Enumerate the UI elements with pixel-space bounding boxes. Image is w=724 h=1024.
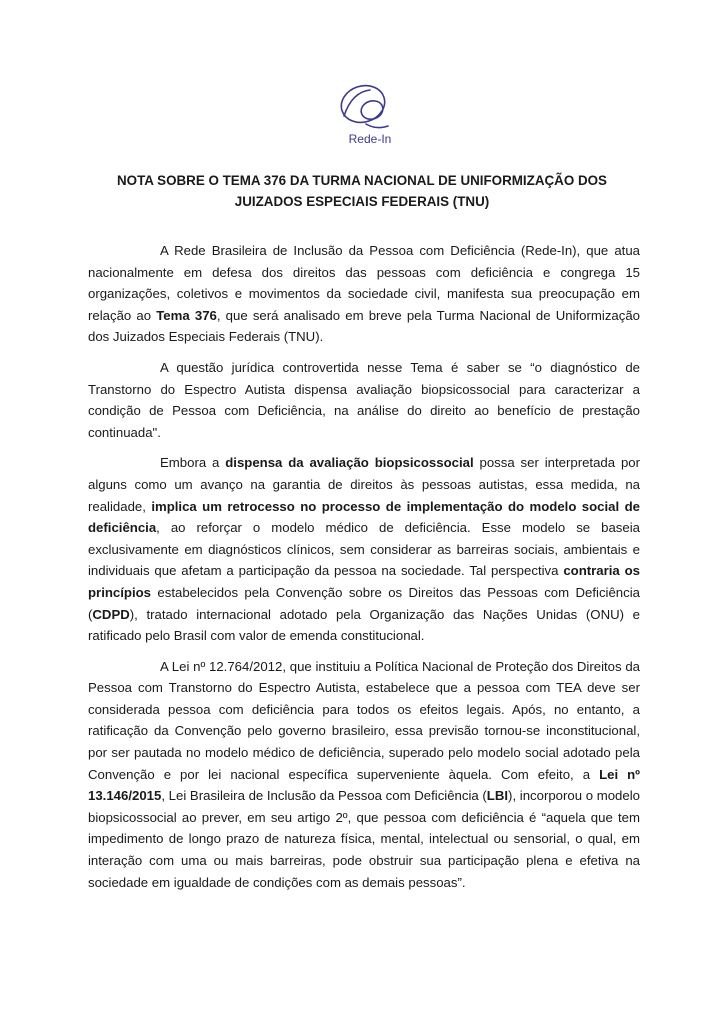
body-paragraph (88, 357, 640, 443)
title-line-2: JUIZADOS ESPECIAIS FEDERAIS (TNU) (234, 194, 490, 209)
document-title (100, 170, 624, 212)
body-paragraph (88, 240, 640, 348)
rede-in-logo-mark (330, 80, 410, 136)
paragraph-text: ), incorporou o modelo biopsicossocial ao prever, em seu artigo 2º, que pessoa com deficiência é “aquela que tem impedimento de longo prazo de natureza física, mental, intelectual ou sensorial, o qual, em interação com uma ou mais barreiras, pode obstruir sua participação plena e efetiva na sociedade em igualdade de condições com as demais pessoas”. (88, 788, 640, 890)
paragraph-text: estabelecidos pela Convenção sobre os Direitos das Pessoas com Deficiência ( (88, 584, 640, 622)
emphasized-text: Lei nº 13.146/2015 (88, 766, 640, 804)
emphasized-text: LBI (486, 788, 509, 804)
rede-in-logo (330, 80, 410, 150)
emphasized-text: implica um retrocesso no processo de implementação do modelo social de deficiência (88, 498, 640, 536)
body-paragraph (88, 452, 640, 646)
title-line-1: NOTA SOBRE O TEMA 376 DA TURMA NACIONAL DE UNIFORMIZAÇÃO DOS (116, 173, 607, 188)
paragraph-text: , que será analisado em breve pela Turma Nacional de Uniformização dos Juizados Especiais Federais (TNU). (88, 307, 641, 345)
paragraph-text: A Rede Brasileira de Inclusão da Pessoa com Deficiência (Rede-In), que atua nacionalmente em defesa dos direitos das pessoas com deficiência e congrega 15 organizações, coletivos e movimentos da sociedade civil, manifesta sua preocupação em relação ao (88, 243, 640, 323)
body-paragraph (88, 656, 640, 894)
emphasized-text: dispensa da avaliação biopsicossocial (225, 455, 474, 471)
paragraph-text: A questão jurídica controvertida nesse Tema é saber se “o diagnóstico de Transtorno do Espectro Autista dispensa avaliação biopsicossocial para caracterizar a condição de Pessoa com Deficiência, na análise do direito ao benefício de prestação continuada". (88, 359, 640, 440)
paragraph-text: ), tratado internacional adotado pela Organização das Nações Unidas (ONU) e ratificado pelo Brasil com valor de emenda constitucional. (88, 606, 640, 644)
emphasized-text: Tema 376 (156, 307, 217, 323)
paragraph-text: , ao reforçar o modelo médico de deficiência. Esse modelo se baseia exclusivamente em diagnósticos clínicos, sem considerar as barreiras sociais, ambientais e individuais que afetam a participação da pessoa na sociedade. Tal perspectiva (88, 520, 640, 579)
document-body (88, 240, 640, 902)
paragraph-text: Embora a (160, 455, 226, 471)
paragraph-text: , Lei Brasileira de Inclusão da Pessoa com Deficiência ( (161, 788, 487, 804)
paragraph-text: A Lei nº 12.764/2012, que instituiu a Política Nacional de Proteção dos Direitos da Pessoa com Transtorno do Espectro Autista, estabelece que a pessoa com TEA deve ser considerada pessoa com deficiência para todos os efeitos legais. Após, no entanto, a ratificação da Convenção pelo governo brasileiro, essa previsão tornou-se inconstitucional, por ser pautada no modelo médico de deficiência, superado pelo modelo social adotado pela Convenção e por lei nacional específica superveniente àquela. Com efeito, a (88, 658, 640, 782)
paragraph-text: possa ser interpretada por alguns como um avanço na garantia de direitos às pessoas autistas, essa medida, na realidade, (88, 455, 640, 514)
emphasized-text: contraria os princípios (88, 563, 640, 600)
emphasized-text: CDPD (92, 606, 130, 622)
logo-text: Rede-In (348, 132, 392, 146)
